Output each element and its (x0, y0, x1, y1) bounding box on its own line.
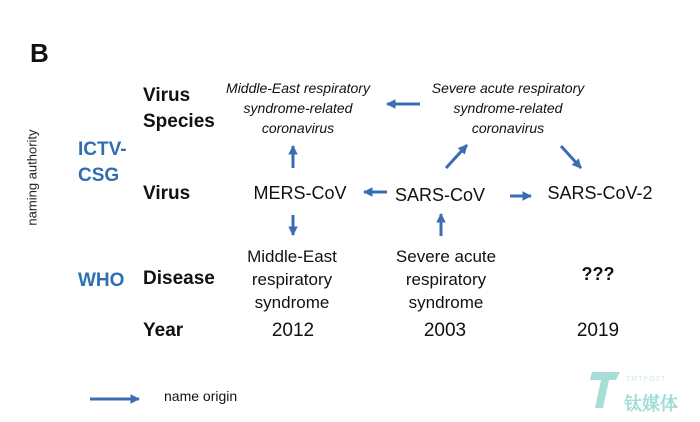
species-mers-related: Middle-East respiratory syndrome-related coronavirus (226, 80, 370, 136)
species-sars-related: Severe acute respiratory syndrome-related coronavirus (431, 80, 585, 136)
virus-sars-cov-2: SARS-CoV-2 (547, 183, 653, 203)
year-sars: 2003 (423, 320, 467, 341)
arrow-sars-species-to-sars2-virus (561, 146, 581, 168)
authority-who: WHO (78, 270, 125, 291)
disease-sars-cov-2-unknown: ??? (581, 264, 615, 284)
authority-ictv: ICTV- CSG (78, 139, 127, 186)
tmtpost-logo-icon (590, 368, 622, 412)
year-sars-cov-2: 2019 (576, 320, 620, 341)
row-label-species: Virus Species (143, 85, 215, 132)
naming-authority-label: naming authority (24, 129, 40, 226)
row-label-year: Year (143, 320, 184, 341)
watermark-logo (590, 368, 685, 414)
legend-text: name origin (164, 388, 238, 404)
watermark-small-text: TMTPOST (626, 376, 667, 383)
row-label-disease: Disease (143, 268, 215, 289)
panel-label: B (30, 38, 49, 68)
watermark-text: 钛媒体 (624, 394, 678, 414)
year-mers: 2012 (271, 320, 315, 341)
row-label-virus: Virus (143, 183, 191, 204)
disease-sars: Severe acute respiratory syndrome (395, 247, 497, 312)
virus-sars-cov: SARS-CoV (394, 185, 486, 205)
disease-mers: Middle-East respiratory syndrome (247, 247, 337, 312)
virus-mers-cov: MERS-CoV (253, 183, 347, 203)
arrow-sars-virus-to-sars-species (446, 145, 467, 168)
